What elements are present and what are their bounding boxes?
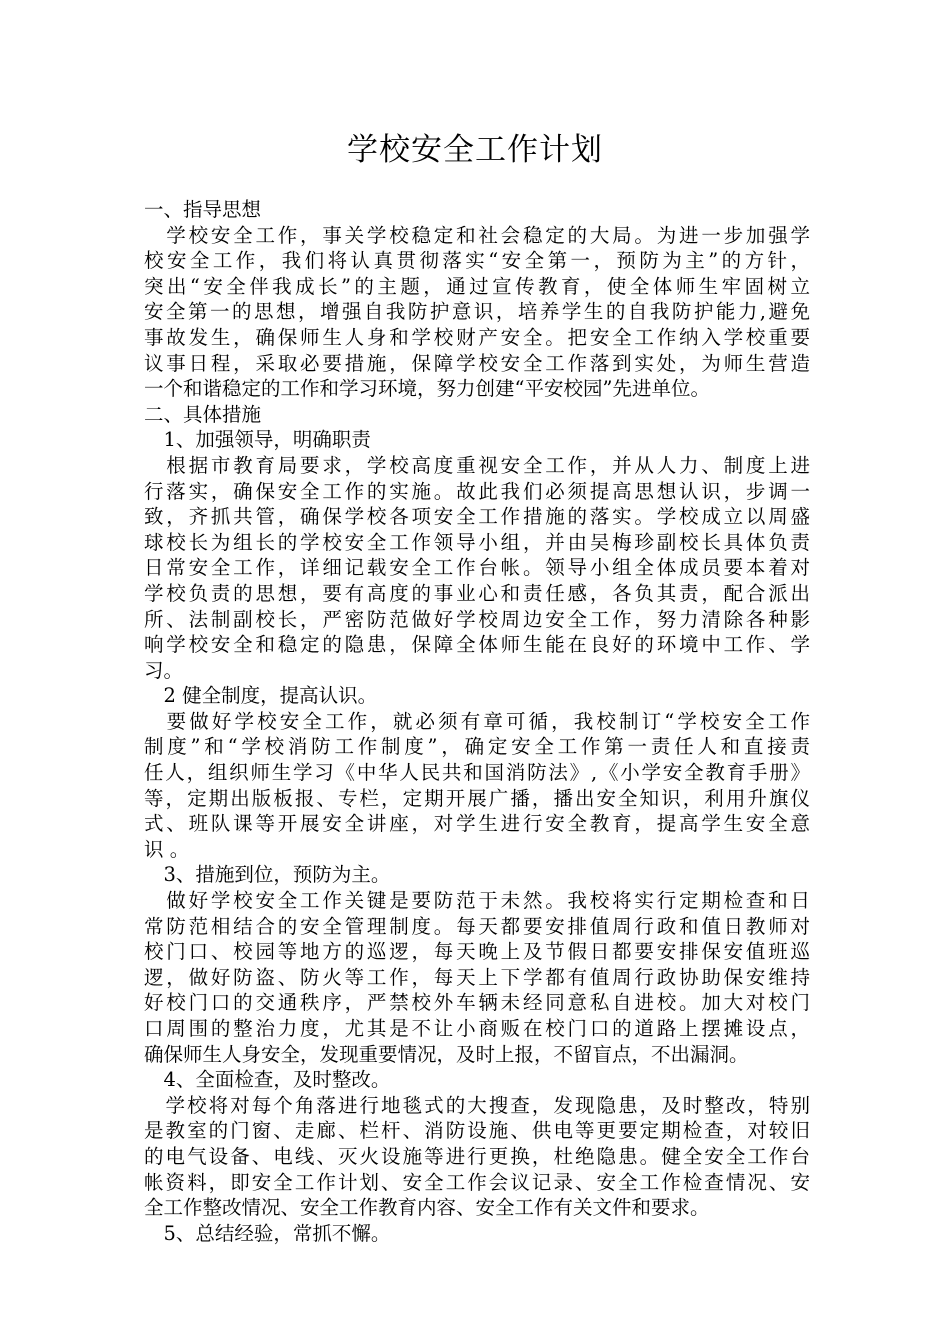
document-line: 要做好学校安全工作，就必须有章可循，我校制订“学校安全工作: [144, 709, 810, 733]
document-line: 安全第一的思想，增强自我防护意识，培养学生的自我防护能力,避免: [144, 300, 810, 324]
document-line: 学校安全工作，事关学校稳定和社会稳定的大局。为进一步加强学: [144, 223, 810, 247]
document-line: 校门口、校园等地方的巡逻，每天晚上及节假日都要安排保安值班巡: [144, 940, 810, 964]
document-line: 式、班队课等开展安全讲座，对学生进行安全教育，提高学生安全意: [144, 812, 810, 836]
document-line: 好校门口的交通秩序，严禁校外车辆未经同意私自进校。加大对校门: [144, 991, 810, 1015]
document-line: 的电气设备、电线、灭火设施等进行更换，杜绝隐患。健全安全工作台: [144, 1144, 810, 1168]
document-line: 二、具体措施: [144, 402, 262, 426]
document-line: 逻，做好防盗、防火等工作，每天上下学都有值周行政协助保安维持: [144, 965, 810, 989]
document-line: 等，定期出版板报、专栏，定期开展广播，播出安全知识，利用升旗仪: [144, 786, 810, 810]
document-line: 所、法制副校长，严密防范做好学校周边安全工作，努力清除各种影: [144, 607, 810, 631]
document-line: 学校负责的思想，要有高度的事业心和责任感，各负其责，配合派出: [144, 581, 810, 605]
document-line: 致，齐抓共管，确保学校各项安全工作措施的落实。学校成立以周盛: [144, 505, 810, 529]
document-line: 是教室的门窗、走廊、栏杆、消防设施、供电等更要定期检查，对较旧: [144, 1119, 810, 1143]
document-line: 2 健全制度，提高认识。: [144, 684, 378, 708]
document-line: 校安全工作，我们将认真贯彻落实“安全第一，预防为主”的方针，: [144, 249, 810, 273]
document-line: 突出“安全伴我成长”的主题，通过宣传教育，使全体师生牢固树立: [144, 274, 810, 298]
document-line: 制度”和“学校消防工作制度”，确定安全工作第一责任人和直接责: [144, 735, 810, 759]
document-line: 任人，组织师生学习《中华人民共和国消防法》,《小学安全教育手册》: [144, 761, 810, 785]
document-line: 事故发生，确保师生人身和学校财产安全。把安全工作纳入学校重要: [144, 325, 810, 349]
document-line: 球校长为组长的学校安全工作领导小组，并由吴梅珍副校长具体负责: [144, 530, 810, 554]
document-line: 4、全面检查，及时整改。: [144, 1068, 391, 1092]
document-line: 响学校安全和稳定的隐患，保障全体师生能在良好的环境中工作、学: [144, 633, 810, 657]
document-line: 3、措施到位，预防为主。: [144, 863, 391, 887]
document-line: 识 。: [144, 837, 190, 861]
document-line: 全工作整改情况、安全工作教育内容、安全工作有关文件和要求。: [144, 1196, 710, 1220]
document-line: 1、加强领导，明确职责: [144, 428, 371, 452]
document-line: 做好学校安全工作关键是要防范于未然。我校将实行定期检查和日: [144, 889, 810, 913]
document-line: 帐资料，即安全工作计划、安全工作会议记录、安全工作检查情况、安: [144, 1170, 810, 1194]
document-line: 根据市教育局要求，学校高度重视安全工作，并从人力、制度上进: [144, 453, 810, 477]
document-line: 日常安全工作，详细记载安全工作台帐。领导小组全体成员要本着对: [144, 556, 810, 580]
document-line: 确保师生人身安全，发现重要情况，及时上报，不留盲点，不出漏洞。: [144, 1042, 749, 1066]
document-line: 常防范相结合的安全管理制度。每天都要安排值周行政和值日教师对: [144, 914, 810, 938]
document-line: 行落实，确保安全工作的实施。故此我们必须提高思想认识，步调一: [144, 479, 810, 503]
document-line: 一个和谐稳定的工作和学习环境，努力创建“平安校园”先进单位。: [144, 377, 710, 401]
document-line: 议事日程，采取必要措施，保障学校安全工作落到实处，为师生营造: [144, 351, 810, 375]
document-body: [144, 197, 810, 1246]
document-line: 习。: [144, 658, 184, 682]
document-line: 口周围的整治力度，尤其是不让小商贩在校门口的道路上摆摊设点，: [144, 1017, 810, 1040]
document-title: 学校安全工作计划: [347, 132, 603, 168]
document-line: 学校将对每个角落进行地毯式的大搜查，发现隐患，及时整改，特别: [144, 1093, 810, 1117]
document-line: 一、指导思想: [144, 198, 262, 221]
document-line: 5、总结经验，常抓不懈。: [144, 1221, 391, 1245]
